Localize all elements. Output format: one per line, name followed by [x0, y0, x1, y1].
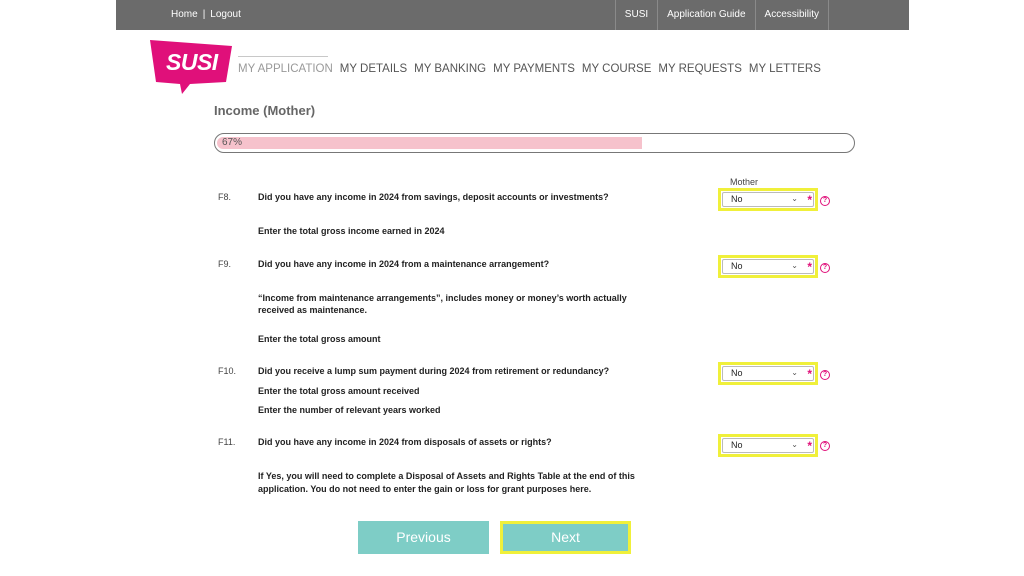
- chevron-down-icon: ⌄: [791, 194, 798, 203]
- page-title: Income (Mother): [214, 103, 316, 118]
- home-link[interactable]: Home: [171, 9, 198, 20]
- question-number-f9: F9.: [218, 259, 232, 269]
- nav-my-details[interactable]: MY DETAILS: [339, 63, 408, 75]
- nav-my-course[interactable]: MY COURSE: [581, 63, 652, 75]
- top-bar: [116, 0, 909, 30]
- next-button[interactable]: Next: [500, 521, 631, 554]
- select-f11-box[interactable]: [722, 438, 814, 453]
- main-nav: [238, 56, 828, 82]
- question-text-f10: Did you receive a lump sum payment during 2024 from retirement or redundancy?: [258, 366, 610, 376]
- logout-link[interactable]: Logout: [210, 9, 241, 20]
- f10-total-label: Enter the total gross amount received: [258, 386, 420, 396]
- select-f10-box[interactable]: [722, 366, 814, 381]
- question-text-f9: Did you have any income in 2024 from a maintenance arrangement?: [258, 259, 550, 269]
- logo-text: SUSI: [166, 49, 218, 75]
- select-f9-box[interactable]: [722, 259, 814, 274]
- help-icon[interactable]: ?: [820, 196, 830, 206]
- select-f8-value: No: [731, 194, 743, 204]
- select-f10-value: No: [731, 368, 743, 378]
- help-icon[interactable]: ?: [820, 441, 830, 451]
- question-text-f11: Did you have any income in 2024 from disposals of assets or rights?: [258, 437, 552, 447]
- top-left-links: [171, 9, 241, 20]
- nav-my-banking[interactable]: MY BANKING: [414, 63, 487, 75]
- susi-link[interactable]: SUSI: [615, 0, 657, 30]
- f9-total-label: Enter the total gross amount: [258, 334, 381, 344]
- required-icon: *: [807, 439, 812, 453]
- progress-label: 67%: [222, 137, 243, 148]
- question-number-f11: F11.: [218, 437, 236, 447]
- accessibility-link[interactable]: Accessibility: [755, 0, 829, 30]
- previous-button[interactable]: Previous: [358, 521, 489, 554]
- chevron-down-icon: ⌄: [791, 368, 798, 377]
- f10-years-label: Enter the number of relevant years worked: [258, 405, 441, 415]
- nav-active-rule: [238, 56, 328, 57]
- top-right-links: [615, 0, 829, 30]
- required-icon: *: [807, 260, 812, 274]
- f9-note-line-2: received as maintenance.: [258, 305, 368, 315]
- application-guide-link[interactable]: Application Guide: [657, 0, 754, 30]
- select-f11[interactable]: [718, 434, 818, 457]
- f8-total-label: Enter the total gross income earned in 2024: [258, 226, 445, 236]
- required-icon: *: [807, 193, 812, 207]
- help-icon[interactable]: ?: [820, 370, 830, 380]
- select-f8[interactable]: [718, 188, 818, 211]
- progress-fill: [217, 137, 642, 149]
- f9-note-line-1: “Income from maintenance arrangements”, includes money or money’s worth actually: [258, 293, 627, 303]
- question-number-f8: F8.: [218, 192, 232, 202]
- nav-my-requests[interactable]: MY REQUESTS: [658, 63, 742, 75]
- nav-my-payments[interactable]: MY PAYMENTS: [493, 63, 575, 75]
- f11-note-line-1: If Yes, you will need to complete a Disposal of Assets and Rights Table at the end of this: [258, 471, 635, 481]
- f11-note-line-2: application. You do not need to enter the gain or loss for grant purposes here.: [258, 484, 592, 494]
- select-f10[interactable]: [718, 362, 818, 385]
- chevron-down-icon: ⌄: [791, 261, 798, 270]
- column-header-mother: Mother: [730, 177, 759, 187]
- nav-my-application[interactable]: MY APPLICATION: [238, 63, 333, 75]
- select-f8-box[interactable]: [722, 192, 814, 207]
- select-f9-value: No: [731, 261, 743, 271]
- susi-logo[interactable]: [146, 38, 234, 96]
- select-f11-value: No: [731, 440, 743, 450]
- question-text-f8: Did you have any income in 2024 from savings, deposit accounts or investments?: [258, 192, 609, 202]
- link-separator: |: [202, 9, 206, 20]
- help-icon[interactable]: ?: [820, 263, 830, 273]
- question-number-f10: F10.: [218, 366, 237, 376]
- progress-bar: [214, 133, 855, 153]
- chevron-down-icon: ⌄: [791, 440, 798, 449]
- required-icon: *: [807, 367, 812, 381]
- select-f9[interactable]: [718, 255, 818, 278]
- nav-my-letters[interactable]: MY LETTERS: [748, 63, 821, 75]
